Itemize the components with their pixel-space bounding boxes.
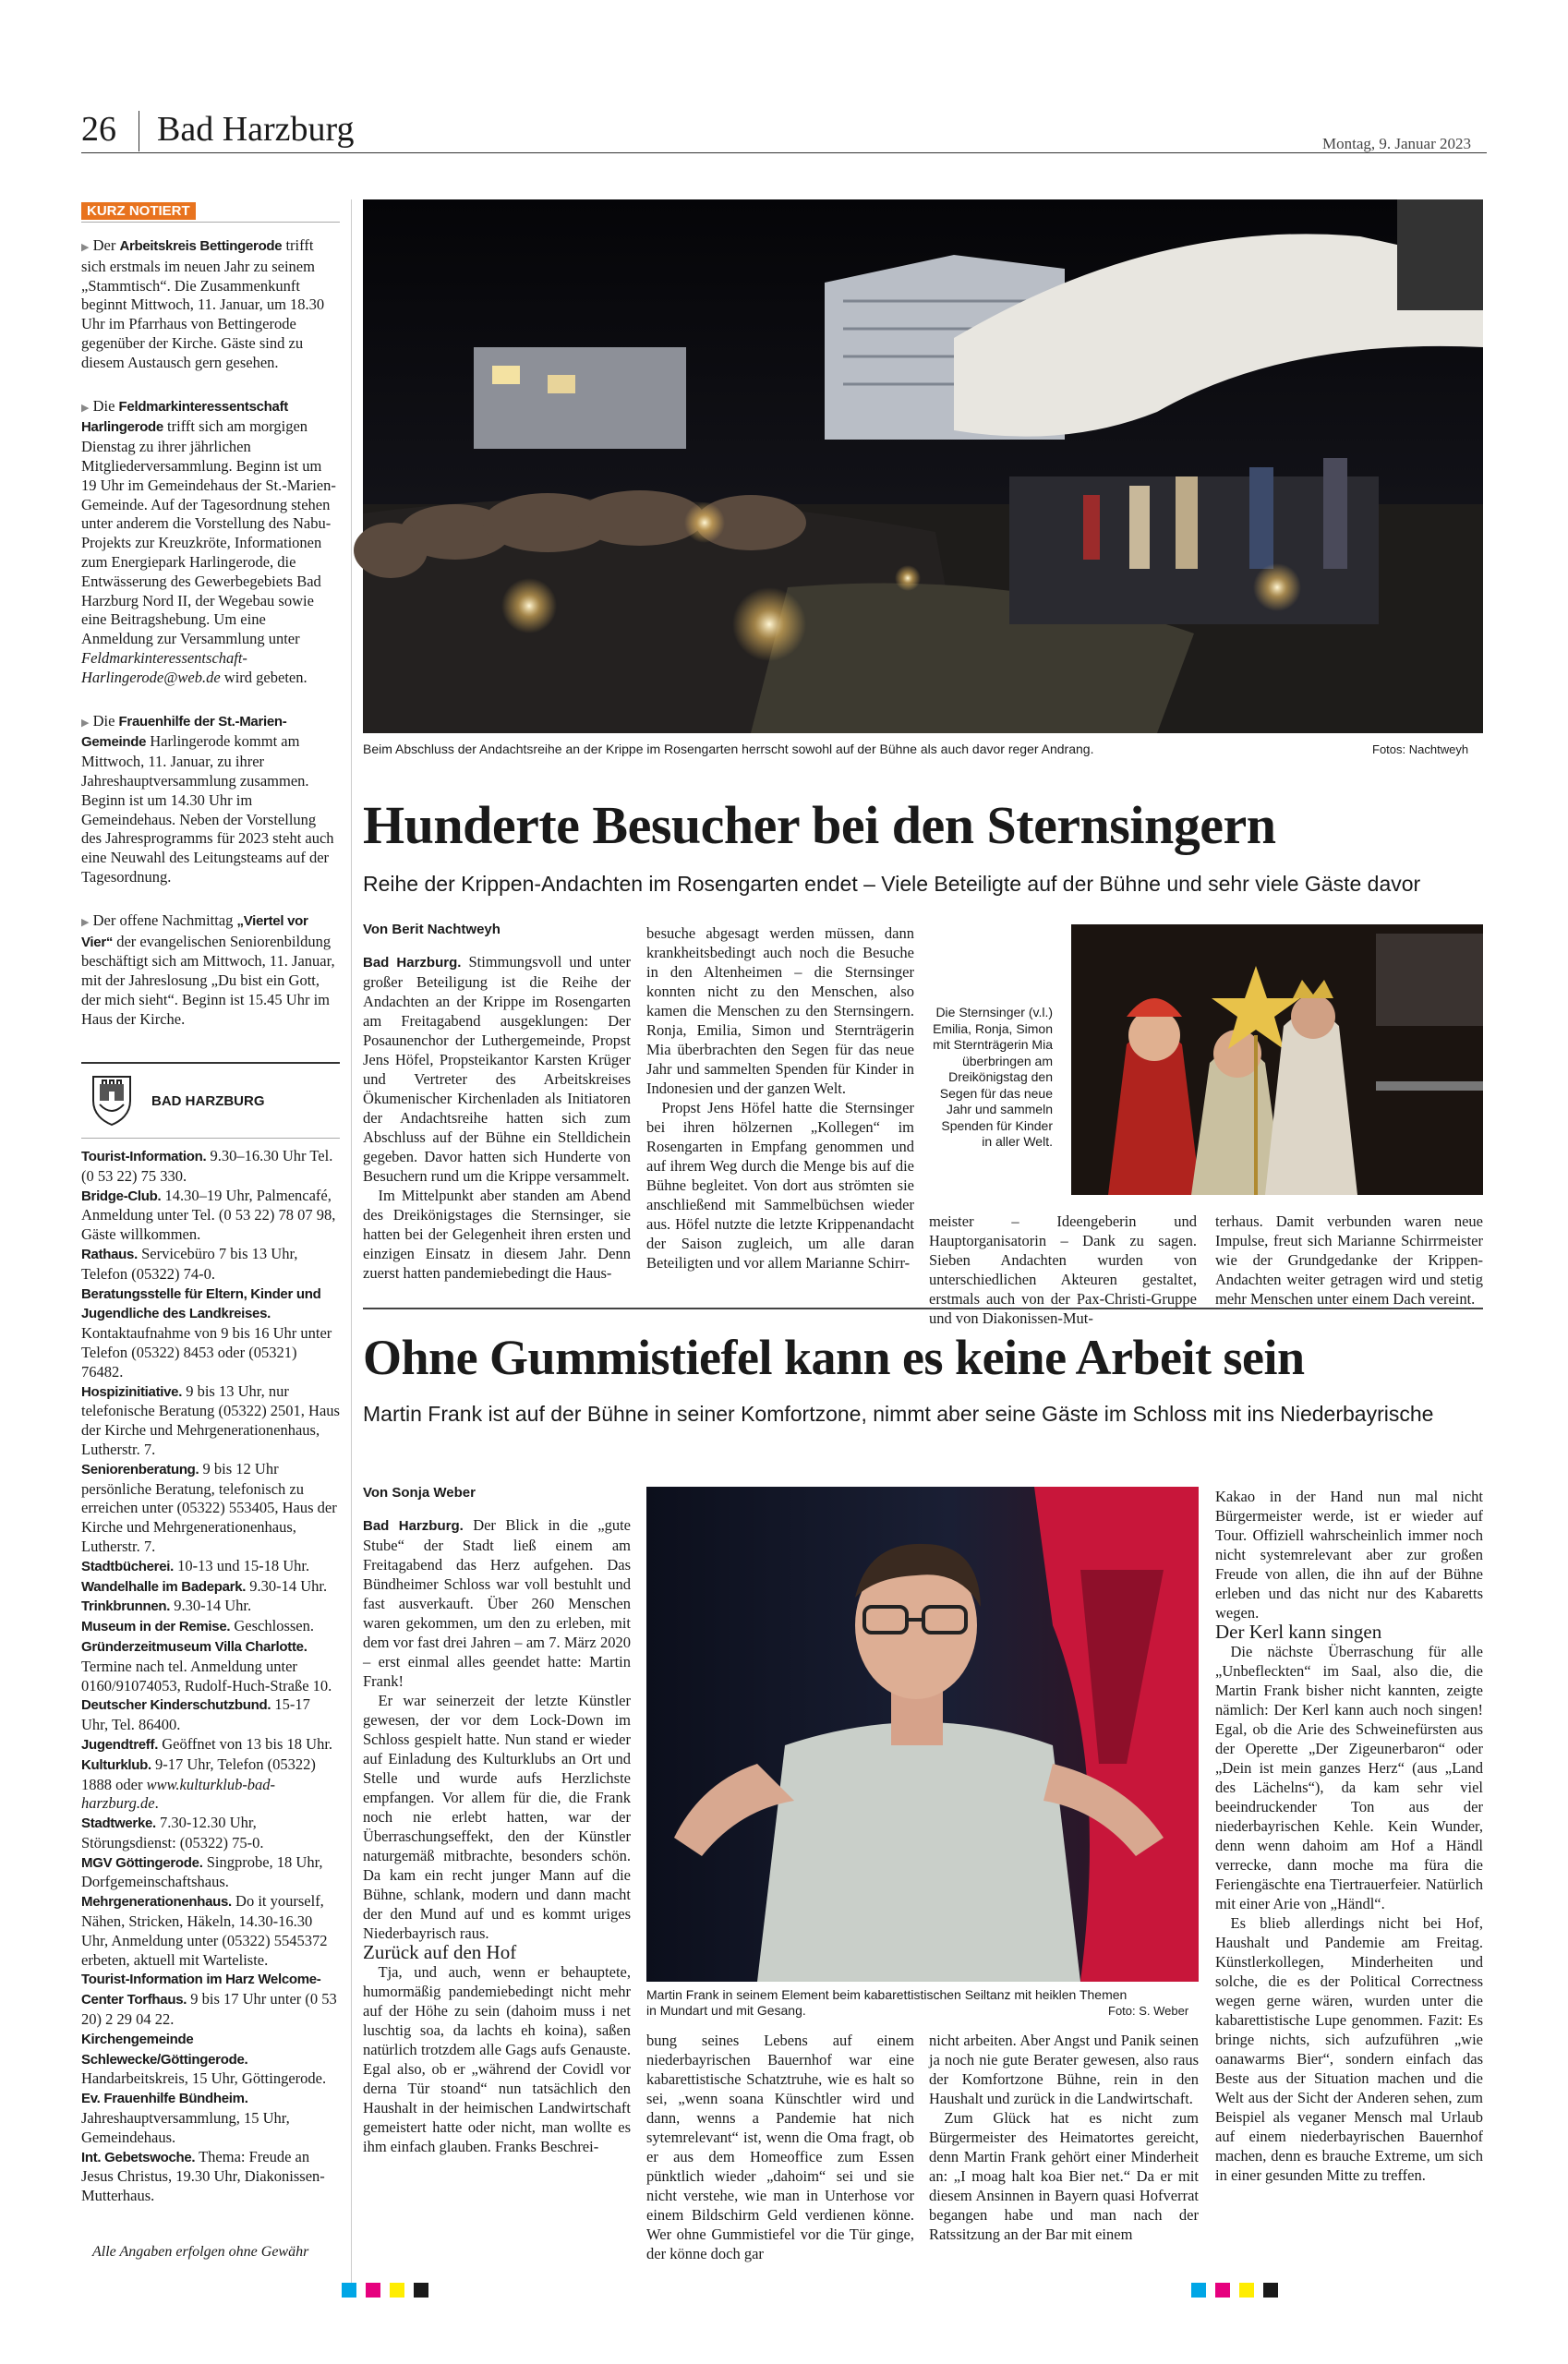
- article2-column-4: Kakao in der Hand nun mal nicht Bürgermeister werde, ist er wieder auf Tour. Offiziell wahrscheinlich immer noch nicht systemrelevant aber zur großen Freude von allen, die ihn auf der Bühne erleben und das nicht nur des Kabaretts wegen. Der Kerl kann singen Die nächste Überraschung für alle „Unbefleckten“ im Saal, also die, die Martin Frank bisher nicht kannten, zeigte nämlich: Der Kerl kann auch noch singen! Egal, ob die Arie des Schweinefürsten aus der Operette „Der Zigeunerbaron“ oder „Dein ist mein ganzes Herz“ (aus „Land des Lächelns“), da kam sehr viel beeindruckender Ton aus der niederbayrischen Kehle. Kein Wunder, denn wenn dahoim am Hof a Händl verrecke, dann moche ma füra die Feriengäschte ena Tiertrauerfeier. Natürlich mit einer Arie von „Händl“. Es blieb allerdings nicht bei Hof, Haushalt und Pandemie am Freitag. Künstlerkollegen, Minderheiten und solche, die es der Political Correctness wegen gerne wären, wurden unter die kabarettistische Lupe genommen. Fazit: Es bringe nichts, sich aufzuführen „wie oanawarms Bier“, sondern einfach das Beste aus der Situation machen und die Welt aus der Sicht der Anderen sehen, zum Beispiel als veganer Mensch mal Urlaub auf einem niederbayrischen Bauernhof machen, denn es brauche Extreme, um sich in einer gesunden Mitte zu treffen.: [1215, 1488, 1483, 2184]
- city-crest-icon: [89, 1073, 135, 1127]
- bullet-icon: ▶: [81, 916, 90, 928]
- service-entry: Kulturklub. 9-17 Uhr, Telefon (05322) 1888 oder www.kulturklub-bad-harzburg.de.: [81, 1755, 316, 1813]
- service-entry: Wandelhalle im Badepark. 9.30-14 Uhr.: [81, 1576, 328, 1595]
- info-box-rule: [81, 1138, 340, 1139]
- article2-column-2: bung seines Lebens auf einem niederbayrischen Bauernhof war eine kabarettistische Schatztruhe, wie es halt so sei, „wenn soana Künschtler wird und dann, wenns a Pandemie hat nich sytemrelevant“ ist, wenn die Oma fragt, ob er aus dem Homeoffice zum Essen pünktlich wieder „dahoim“ sei und sie nicht verstehe, wie man in Unterhose vor einem Bildschirm Geld verdienen könne. Wer ohne Gummistiefel vor die Tür ginge, der könne doch gar: [646, 2032, 914, 2262]
- note-item: ▶ Der Arbeitskreis Bettingerode trifft sich erstmals im neuen Jahr zu seinem „Stammtisch“. Die Zusammenkunft beginnt Mittwoch, 11. Januar, um 18.30 Uhr im Pfarrhaus von Bettingerode gegenüber der Kirche. Gäste sind zu diesem Austausch gern gesehen.: [81, 236, 325, 371]
- service-entry: Hospizinitiative. 9 bis 13 Uhr, nur telefonische Beratung (05322) 2501, Haus der Kirche und Mehrgenerationenhaus, Lutherstr. 7.: [81, 1381, 340, 1458]
- bullet-icon: ▶: [81, 717, 90, 729]
- note-item: ▶ Die Frauenhilfe der St.-Marien-Gemeinde Harlingerode kommt am Mittwoch, 11. Januar, zu ihrer Jahreshauptversammlung zusammen. Beginn ist um 14.30 Uhr im Gemeindehaus. Neben der Vorstellung des Jahresprogramms für 2023 steht auch eine Neuwahl des Leitungsteams auf der Tagesordnung.: [81, 711, 334, 886]
- article1-column-1: Bad Harzburg. Stimmungsvoll und unter großer Beteiligung ist die Reihe der Andachten an der Krippe im Rosengarten am Freitagabend ausgeklungen: Der Posaunenchor der Luthergemeinde, Propst Jens Höfel, Propsteikantor Karsten Krüger und Vertreter des Arbeitskreises Ökumenischer Kirchenladen als Initiatoren der Andachtsreihe hatten sich zum Abschluss auf der Bühne ein Stelldichein gegeben. Davor hatten sich Hunderte von Besuchern rund um die Krippe versammelt. Im Mittelpunkt aber standen am Abend des Dreikönigstages die Sternsinger, sie hatten bei der Gelegenheit ihren ersten und einzigen Einsatz in diesem Jahr. Denn zuerst hatten pandemiebedingt die Haus-: [363, 953, 631, 1282]
- service-entry: Museum in der Remise. Geschlossen.: [81, 1617, 314, 1635]
- print-mark-magenta: [1215, 2283, 1230, 2298]
- bullet-icon: ▶: [81, 402, 90, 414]
- article1-headline: Hunderte Besucher bei den Sternsingern: [363, 795, 1276, 855]
- kurz-notiert-label: KURZ NOTIERT: [81, 202, 196, 220]
- article2-column-1: Bad Harzburg. Der Blick in die „gute Stube“ der Stadt ließ einem am Freitagabend das Herz aufgehen. Das Bündheimer Schloss war voll bestuhlt und fast ausverkauft. Über 260 Menschen waren gekommen, um den zu erleben, mit dem vor fast drei Jahren – am 7. März 2020 – erst einmal alles geendet hatte: Martin Frank! Er war seinerzeit der letzte Künstler gewesen, der vor dem Lock-Down im Schloss gespielt hatte. Nun stand er wieder auf Einladung des Kulturklubs an Ort und Stelle und wurde aufs Herzlichste empfangen. Vor allem für die, die Frank noch nie erlebt hatten, war der Überraschungseffekt, den der Künstler naturgemäß mitbrachte, besonders schön. Da kam ein recht junger Mann auf die Bühne, schlank, modern und dann macht der den Mund auf und es kommt uriges Niederbayrisch raus. Zurück auf den Hof Tja, und auch, wenn er behauptete, humormäßig pandemiebedingt nicht mehr auf der Höhe zu sein (dahoim muss i net luschtig soa, da lachts eh koina), saßen natürlich trotzdem alle Gags aufs Genauste. Egal also, ob er „während der Covidl vor derna Tür stoand“ nun tatsächlich den Haushalt in der heimischen Landwirtschaft gemeistert hatte oder nicht, man wollte es ihm einfach glauben. Franks Beschrei-: [363, 1516, 631, 2155]
- martin-frank-credit: Foto: S. Weber: [1108, 2004, 1189, 2018]
- martin-frank-photo: [646, 1487, 1199, 1982]
- service-entry: Tourist-Information. 9.30–16.30 Uhr Tel. (0 53 22) 75 330.: [81, 1147, 333, 1185]
- article2-subline: Martin Frank ist auf der Bühne in seiner Komfortzone, nimmt aber seine Gäste im Schloss mit ins Niederbayrische: [363, 1402, 1434, 1426]
- sidebar-divider: [351, 199, 352, 2283]
- service-list: [81, 1147, 340, 2206]
- issue-date: Montag, 9. Januar 2023: [1322, 135, 1472, 152]
- article1-column-4: terhaus. Damit verbunden waren neue Impulse, freut sich Marianne Schirrmeister wie der Grundgedanke der Krippen-Andachten weiter getragen wird und stetig mehr Menschen unter einem Dach vereint.: [1215, 1212, 1483, 1308]
- bullet-icon: ▶: [81, 242, 90, 253]
- article1-byline: Von Berit Nachtweyh: [363, 922, 501, 937]
- email-link[interactable]: Feldmarkinteressentschaft-Harlingerode@web.de: [81, 648, 247, 686]
- print-mark-yellow: [1239, 2283, 1254, 2298]
- sternsinger-photo: [1071, 924, 1483, 1195]
- service-entry: Stadtwerke. 7.30-12.30 Uhr, Störungsdienst: (05322) 75-0.: [81, 1814, 264, 1851]
- service-entry: Tourist-Information im Harz Welcome-Center Torfhaus. 9 bis 17 Uhr unter (0 53 20) 2 29 04 22.: [81, 1972, 337, 2029]
- service-entry: Bridge-Club. 14.30–19 Uhr, Palmencafé, Anmeldung unter Tel. (0 53 22) 78 07 98, Gäste willkommen.: [81, 1186, 336, 1244]
- service-entry: Gründerzeitmuseum Villa Charlotte. Termine nach tel. Anmeldung unter 0160/91074053, Rudolf-Huch-Straße 10.: [81, 1638, 332, 1695]
- note-item: ▶ Der offene Nachmittag „Viertel vor Vier“ der evangelischen Seniorenbildung beschäftigt sich am Mittwoch, 11. Januar, mit der Jahreslosung „Du bist ein Gott, der mich sieht“. Beginn ist 15.45 Uhr im Haus der Kirche.: [81, 911, 335, 1028]
- print-mark-black: [414, 2283, 428, 2298]
- article-divider: [363, 1308, 1483, 1309]
- service-entry: Jugendtreff. Geöffnet von 13 bis 18 Uhr.: [81, 1734, 333, 1753]
- service-entry: Mehrgenerationenhaus. Do it yourself, Nähen, Stricken, Häkeln, 14.30-16.30 Uhr, Anmeldung unter (05322) 5545372 erbeten, aktuell mit Warteliste.: [81, 1892, 328, 1969]
- article1-column-3: meister – Ideengeberin und Hauptorganisatorin – Dank zu sagen. Sieben Andachten wurden von unterschiedlichen Akteuren gestaltet, erstmals auch von der Pax-Christi-Gruppe und von Diakonissen-Mut-: [929, 1212, 1197, 1327]
- service-entry: Rathaus. Servicebüro 7 bis 13 Uhr, Telefon (05322) 74-0.: [81, 1244, 298, 1283]
- article2-headline: Ohne Gummistiefel kann es keine Arbeit sein: [363, 1330, 1305, 1385]
- print-mark-cyan: [342, 2283, 356, 2298]
- service-entry: Kirchengemeinde Schlewecke/Göttingerode. Handarbeitskreis, 15 Uhr, Göttingerode.: [81, 2031, 327, 2088]
- info-box-rule-top: [81, 1062, 340, 1064]
- main-event-photo: [363, 199, 1483, 733]
- service-entry: Seniorenberatung. 9 bis 12 Uhr persönliche Beratung, telefonisch zu erreichen unter (05322) 553405, Haus der Kirche und Mehrgenerationenhaus, Lutherstr. 7.: [81, 1459, 337, 1555]
- article2-column-3: nicht arbeiten. Aber Angst und Panik seinen ja noch nie gute Berater gewesen, also raus der Komfortzone Bühne, rein in den Haushalt und zurück in die Landwirtschaft. Zum Glück hat es nicht zum Bürgermeister des Heimatortes gereicht, denn Martin Frank gehört einer Minderheit an: „I moag halt koa Bier net.“ Da er mit diesem Ansinnen in Bayern quasi Hofverrat begangen habe und man nach der Ratssitzung an der Bar mit einem: [929, 2032, 1199, 2243]
- sidebar-label-rule: [81, 222, 340, 223]
- main-photo-credit: Fotos: Nachtweyh: [1372, 742, 1469, 756]
- section-title: Bad Harzburg: [157, 110, 355, 149]
- service-entry: Trinkbrunnen. 9.30-14 Uhr.: [81, 1597, 252, 1615]
- service-entry: Beratungsstelle für Eltern, Kinder und Jugendliche des Landkreises. Kontaktaufnahme von 9 bis 16 Uhr unter Telefon (05322) 8453 oder (05321) 76482.: [81, 1285, 332, 1381]
- article1-column-2: besuche abgesagt werden müssen, dann krankheitsbedingt auch noch die Besuche in den Altenheimen – die Sternsinger konnten nicht zu den Menschen, also kamen die Menschen zu den Sternsingern. Ronja, Emilia, Simon und Sternträgerin Mia überbrachten den Segen für das neue Jahr und sammelten Spenden für Kinder in Indonesien und der ganzen Welt. Propst Jens Höfel hatte die Sternsinger bei ihren hölzernen „Kollegen“ im Rosengarten in Empfang genommen und auf ihrem Weg durch die Menge bis auf die Bühne begleitet. Von dort aus strömten sie anschließend mit Sammelbüchsen wieder aus. Höfel nutzte die letzte Krippenandacht der Saison zugleich, um alle daran Beteiligten und vor allem Marianne Schirr-: [646, 924, 914, 1272]
- sternsinger-photo-caption: Die Sternsinger (v.l.) Emilia, Ronja, Simon mit Sternträgerin Mia überbringen am Dreikönigstag den Segen für das neue Jahr und sammeln Spenden für Kinder in aller Welt.: [933, 1005, 1053, 1149]
- print-mark-yellow: [390, 2283, 404, 2298]
- header-rule: [81, 152, 1487, 153]
- service-entry: Stadtbücherei. 10-13 und 15-18 Uhr.: [81, 1556, 310, 1574]
- note-item: ▶ Die Feldmarkinteressentschaft Harlingerode trifft sich am morgigen Dienstag zu ihrer jährlichen Mitgliederversammlung. Beginn ist um 19 Uhr im Gemeindehaus der St.-Marien-Gemeinde. Auf der Tagesordnung stehen unter anderem die Vorstellung des Nabu-Projekts zur Kreuzkröte, Informationen zum Energiepark Harlingerode, die Entwässerung des Gewerbegebiets Bad Harzburg Nord II, der Wegebau sowie eine Beitragshebung. Um eine Anmeldung zur Versammlung unter Feldmarkinteressentschaft-Harlingerode@web.de wird gebeten.: [81, 396, 336, 686]
- notes-list: [81, 236, 340, 1053]
- article1-subline: Reihe der Krippen-Andachten im Rosengarten endet – Viele Beteiligte auf der Bühne und sehr viele Gäste davor: [363, 872, 1421, 896]
- print-mark-cyan: [1191, 2283, 1206, 2298]
- print-mark-black: [1263, 2283, 1278, 2298]
- service-entry: Deutscher Kinderschutzbund. 15-17 Uhr, Tel. 86400.: [81, 1695, 310, 1734]
- article2-subheading-2: Der Kerl kann singen: [1215, 1621, 1382, 1643]
- martin-frank-caption: Martin Frank in seinem Element beim kabarettistischen Seiltanz mit heiklen Themen in Mundart und mit Gesang.: [646, 1987, 1128, 2018]
- print-mark-magenta: [366, 2283, 380, 2298]
- article2-byline: Von Sonja Weber: [363, 1485, 476, 1501]
- disclaimer: Alle Angaben erfolgen ohne Gewähr: [92, 2244, 309, 2260]
- info-box-title: BAD HARZBURG: [151, 1093, 265, 1109]
- main-photo-caption: Beim Abschluss der Andachtsreihe an der Krippe im Rosengarten herrscht sowohl auf der Bühne als auch davor reger Andrang.: [363, 742, 1094, 756]
- page-number: 26: [81, 110, 116, 149]
- service-entry: Ev. Frauenhilfe Bündheim. Jahreshauptversammlung, 15 Uhr, Gemeindehaus.: [81, 2091, 290, 2146]
- service-entry: MGV Göttingerode. Singprobe, 18 Uhr, Dorfgemeinschaftshaus.: [81, 1852, 323, 1891]
- website-link[interactable]: www.kulturklub-bad-harzburg.de: [81, 1775, 276, 1813]
- article2-subheading-1: Zurück auf den Hof: [363, 1941, 517, 1963]
- service-entry: Int. Gebetswoche. Thema: Freude an Jesus Christus, 19.30 Uhr, Diakonissen-Mutterhaus.: [81, 2147, 325, 2205]
